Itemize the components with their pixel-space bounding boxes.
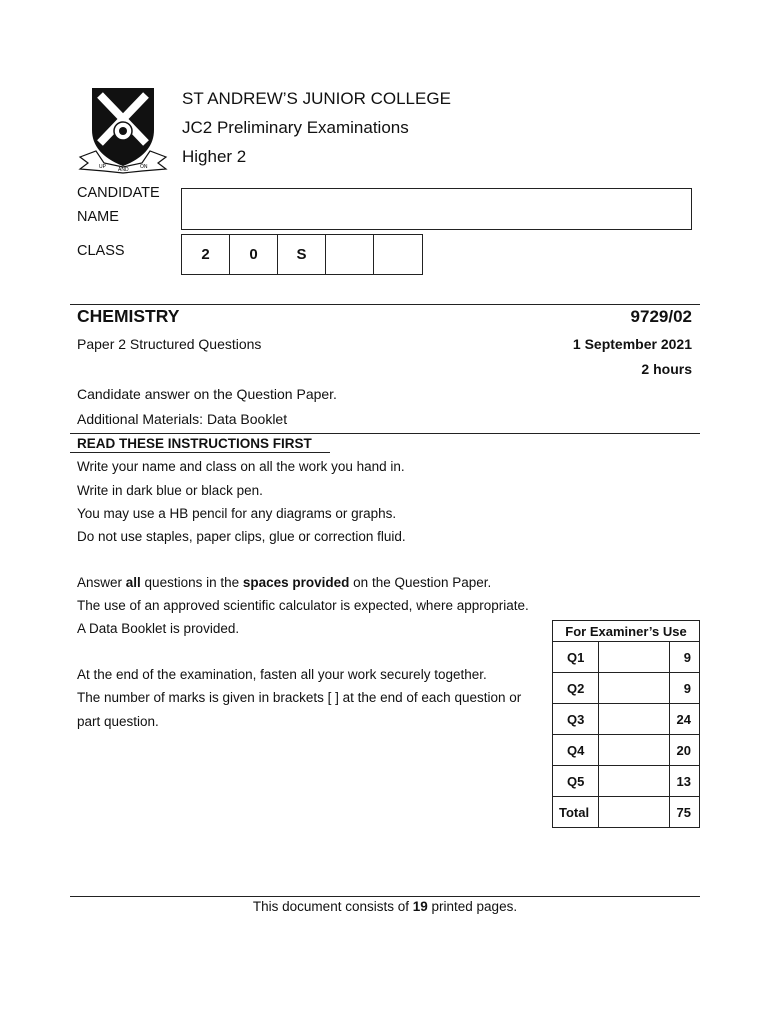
table-row: Q2 9 [553,673,700,704]
crest-motto-right: ON [140,164,148,170]
page-count-note: This document consists of 19 printed pages. [252,899,518,914]
table-row: Q5 13 [553,766,700,797]
table-row: Total 75 [553,797,700,828]
fasten-instruction: At the end of the examination, fasten all your work securely together. [77,667,487,682]
table-row: Q3 24 [553,704,700,735]
instruction-line: Write your name and class on all the work you hand in. [77,459,405,474]
class-cell[interactable]: S [278,235,326,274]
exam-level: Higher 2 [182,147,247,166]
calculator-instruction: The use of an approved scientific calculator is expected, where appropriate. [77,598,529,613]
crest-motto-mid: AND [118,167,129,173]
exam-title: JC2 Preliminary Examinations [182,118,409,137]
class-cell[interactable] [374,235,422,274]
marks-instruction: The number of marks is given in brackets [ ] at the end of each question or [77,690,522,705]
school-crest-icon [78,85,168,175]
subject-title: CHEMISTRY [77,306,180,326]
booklet-instruction: A Data Booklet is provided. [77,621,240,636]
name-label: NAME [77,209,119,225]
heading-underline [70,452,330,453]
class-cell[interactable]: 2 [182,235,230,274]
college-name: ST ANDREW’S JUNIOR COLLEGE [182,89,451,108]
examiner-heading: For Examiner’s Use [553,621,700,642]
additional-materials: Additional Materials: Data Booklet [77,411,288,427]
divider [70,433,700,434]
instruction-line: You may use a HB pencil for any diagrams or graphs. [77,506,397,521]
table-row: Q4 20 [553,735,700,766]
crest-motto-left: UP [99,164,106,170]
instruction-line: Do not use staples, paper clips, glue or correction fluid. [77,529,406,544]
answer-note: Candidate answer on the Question Paper. [77,386,337,402]
candidate-name-field[interactable] [181,188,692,230]
footer-divider [70,896,700,897]
table-row: Q1 9 [553,642,700,673]
answer-instruction: Answer all questions in the spaces provided on the Question Paper. [77,575,492,590]
paper-title: Paper 2 Structured Questions [77,336,262,352]
class-label: CLASS [77,243,125,259]
paper-code: 9729/02 [630,307,692,326]
instructions-heading: READ THESE INSTRUCTIONS FIRST [77,436,312,451]
examiner-use-table [552,620,700,828]
class-cell[interactable]: 0 [230,235,278,274]
class-field[interactable] [181,234,423,275]
instruction-line: Write in dark blue or black pen. [77,483,263,498]
marks-instruction-cont: part question. [77,714,159,729]
candidate-label: CANDIDATE [77,185,160,201]
divider [70,304,700,305]
exam-duration: 2 hours [641,361,692,377]
class-cell[interactable] [326,235,374,274]
exam-date: 1 September 2021 [572,336,692,352]
